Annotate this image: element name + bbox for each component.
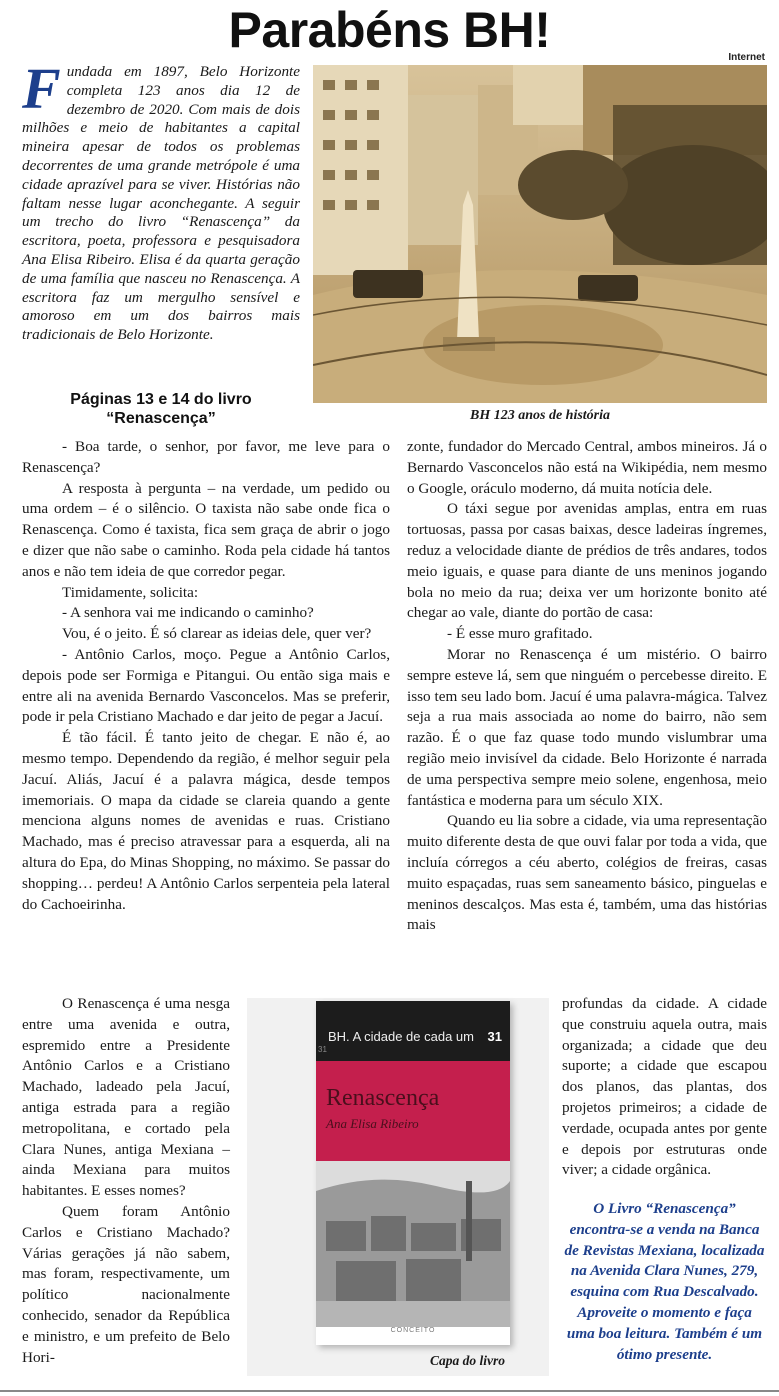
book-title: Renascença [326, 1085, 440, 1111]
intro-body: undada em 1897, Belo Horizonte completa 123 anos dia 12 de dezembro de 2020. Com mais de dois milhões e meio de habitantes a capital mineira apesar de todos os problemas decorrentes de uma grande metrópole é uma cidade aprazível para se viver. Histórias não faltam nesse lugar aconchegante. A seguir um trecho do livro “Renascença” da escritora, poeta, professora e pesquisadora Ana Elisa Ribeiro. Elisa é da quarta geração de uma família que nasceu no Renascença. A escritora faz um mergulho sensível e amoroso em um dos bairros mais tradicionais de Belo Horizonte. [22, 63, 300, 344]
section-title-line-2: “Renascença” [106, 410, 216, 427]
city-square-illustration [313, 65, 767, 403]
paragraph: profundas da cidade. A cidade que construiu aquela outra, mais organizada; a cidade que deu suporte; a cidade que escapou dos planos, das plantas, dos projetos primeiros; a cidade de verdade, ocupada antes por gente e depois por estruturas onde viver; a cidade orgânica. [562, 995, 767, 1179]
article-column-1-lower [22, 994, 230, 1368]
paragraph: A resposta à pergunta – na verdade, um pedido ou uma ordem – é o silêncio. O taxista não sabe onde fica o Renascença. Como é taxista, fica sem graça de abrir o jogo e dizer que não sabe o caminho. Roda pela cidade há tantos anos e não tem ideia de que corredor pegar. [22, 479, 390, 580]
paragraph: zonte, fundador do Mercado Central, ambos mineiros. Já o Bernardo Vasconcelos não está na Wikipédia, nem mesmo o Google, oráculo moderno, dá muita notícia dele. [407, 438, 767, 497]
paragraph: - Boa tarde, o senhor, por favor, me leve para o Renascença? [22, 438, 390, 476]
paragraph: Quando eu lia sobre a cidade, via uma representação muito diferente desta de que ouvi falar por toda a vida, que incluía córregos a céu aberto, colégios de freiras, casas muito espaçadas, ruas sem saneamento básico, pinguelas e meninos descalços. Mas esta é, também, uma das histórias mais [407, 812, 767, 934]
paragraph: Timidamente, solicita: [62, 583, 199, 601]
book-caption: Capa do livro [430, 1353, 506, 1368]
bottom-divider [0, 1390, 779, 1392]
article-column-2 [407, 437, 767, 936]
book-series-number-small: 31 [318, 1045, 327, 1054]
page-title: Parabéns BH! [228, 2, 551, 58]
paragraph: - Antônio Carlos, moço. Pegue a Antônio Carlos, depois pode ser Formiga e Pitangui. Ou então siga mais e entre ali na avenida Bernardo Vasconcelos. Mas se preferir, pode ir pela Cristiano Machado e dar jeito de pegar a Jacuí. [22, 645, 390, 726]
book-series: BH. A cidade de cada um [328, 1029, 474, 1044]
paragraph: - A senhora vai me indicando o caminho? [62, 604, 314, 622]
article-column-2-lower [562, 994, 767, 1181]
section-title-line-1: Páginas 13 e 14 do livro [70, 391, 252, 408]
photo-caption: BH 123 anos de história [469, 408, 611, 423]
paragraph: - É esse muro grafitado. [447, 625, 593, 643]
paragraph: Vou, é o jeito. É só clarear as ideias dele, quer ver? [62, 625, 372, 643]
section-title [22, 390, 300, 428]
paragraph: É tão fácil. É tanto jeito de chegar. E não é, ao mesmo tempo. Dependendo da região, é melhor seguir pela Jacuí. Aliás, Jacuí é a palavra mágica, desde tempos imemoriais. O mapa da cidade se clareia quando a gente menciona alguns nomes de avenidas e ruas. Cristiano Machado, mas é preciso atravessar para a esquerda, ali na altura do Epa, do Minas Shopping, no máximo. Se passar do shopping… perdeu! A Antônio Carlos serpenteia pela lateral do Cachoeirinha. [22, 729, 390, 913]
historic-photo [313, 65, 767, 403]
paragraph: O táxi segue por avenidas amplas, entra em ruas tortuosas, passa por casas baixas, desce ladeiras íngremes, reduz a velocidade diante de prédios de três andares, todos meio iguais, e quase para diante de uns meninos jogando bola no meio da rua; deixa ver um horizonte bonito até chegar ao vale, diante do portão de casa: [407, 500, 767, 622]
intro-text [22, 56, 300, 345]
paragraph: Morar no Renascença é um mistério. O bairro sempre esteve lá, sem que ninguém o percebesse direito. E isso tem seu lado bom. Jacuí é uma palavra-mágica. Talvez seja a rua mais associada ao nome do bairro, não sem razão. É o que faz quase todo mundo vislumbrar uma região meio invisível da cidade. Belo Horizonte é narrada de uma perspectiva sempre meio solene, engenhosa, meio fantástica e moderna para um século XIX. [407, 645, 767, 809]
paragraph: O Renascença é uma nesga entre uma avenida e outra, espremido entre a Presidente Antônio Carlos e a Cristiano Machado, ladeado pela Jacuí, antiga estrada para a região metropolitana, e cortado pela Clara Nunes, antiga Mexiana – ainda Mexiana para muitos habitantes. E esses nomes? [22, 995, 230, 1200]
book-cover [316, 1001, 510, 1345]
book-series-number: 31 [487, 1029, 502, 1044]
book-publisher: CONCEITO [390, 1327, 436, 1334]
photo-credit: Internet [728, 52, 765, 63]
book-cover-photo [316, 1161, 510, 1327]
drop-cap: F [22, 56, 61, 121]
paragraph: Quem foram Antônio Carlos e Cristiano Machado? Várias gerações já não sabem, mas foram, respectivamente, um político nacionalmente conhecido, senador da República e ministro, e um prefeito de Belo Hori- [22, 1202, 230, 1366]
book-author: Ana Elisa Ribeiro [326, 1116, 419, 1131]
promo-text: O Livro “Renascença” encontra-se a venda na Banca de Revistas Mexiana, localizada na Avenida Clara Nunes, 279, esquina com Rua Descalvado. Aproveite o momento e faça uma boa leitura. Também é um ótimo presente. [564, 1200, 765, 1363]
article-column-1 [22, 437, 390, 915]
